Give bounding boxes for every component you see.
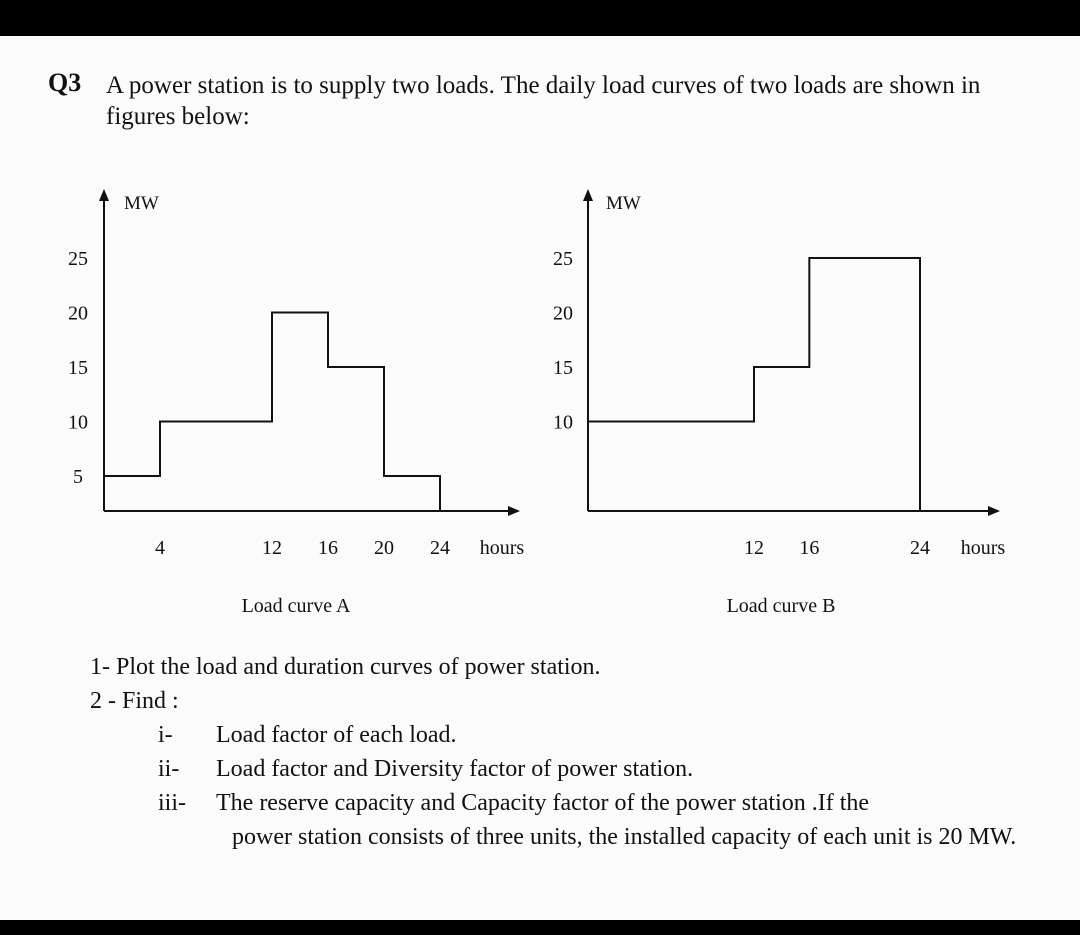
question-number: Q3 [48, 68, 82, 97]
task-list [90, 650, 1050, 854]
y-tick-label: 20 [68, 302, 88, 325]
x-tick-label: 16 [799, 537, 820, 559]
x-tick-label: 16 [318, 537, 338, 559]
chart-title: Load curve A [241, 595, 351, 617]
question-text: A power station is to supply two loads. The daily load curves of two loads are shown in figures below: [106, 72, 981, 130]
y-axis-arrow-icon [99, 189, 109, 201]
chart-title: Load curve B [726, 595, 836, 617]
x-axis-label: hours [960, 537, 1006, 559]
subtask-number: ii- [158, 756, 180, 782]
y-tick-label: 25 [68, 248, 88, 270]
task-1: 1- Plot the load and duration curves of power station. [90, 654, 601, 680]
subtask-i [90, 718, 1050, 752]
x-tick-label: 12 [262, 537, 282, 559]
subtask-text: Load factor of each load. [216, 722, 457, 748]
x-axis-label: hours [479, 537, 525, 559]
x-tick-label: 24 [430, 537, 450, 559]
load-curve-b [553, 189, 1005, 617]
subtask-text: The reserve capacity and Capacity factor of the power station .If the [216, 790, 870, 816]
question-page [0, 36, 1080, 920]
x-tick-label: 20 [374, 537, 394, 559]
task-2: 2 - Find : [90, 688, 179, 714]
y-tick-label: 5 [73, 466, 83, 488]
y-tick-label: 15 [553, 357, 573, 379]
x-tick-label: 24 [910, 537, 930, 559]
y-tick-label: 25 [553, 248, 573, 270]
y-tick-label: 15 [68, 357, 88, 379]
x-axis-arrow-icon [988, 506, 1000, 516]
subtask-ii [90, 752, 1050, 786]
y-axis-label: MW [606, 193, 641, 214]
subtask-text: Load factor and Diversity factor of power station. [216, 756, 694, 782]
x-axis-arrow-icon [508, 506, 520, 516]
load-curve-line [588, 258, 920, 511]
load-curve-a [68, 189, 524, 617]
subtask-text-continued: power station consists of three units, the installed capacity of each unit is 20 MW. [232, 824, 1017, 850]
subtask-number: iii- [158, 790, 186, 816]
y-tick-label: 10 [553, 411, 573, 434]
x-tick-label: 4 [155, 537, 165, 559]
y-tick-label: 20 [553, 302, 573, 325]
x-tick-label: 12 [744, 537, 764, 559]
y-axis-label: MW [124, 193, 159, 214]
subtask-number: i- [158, 722, 173, 748]
y-axis-arrow-icon [583, 189, 593, 201]
load-curve-line [104, 313, 440, 512]
subtask-iii [90, 786, 1050, 854]
y-tick-label: 10 [68, 411, 88, 434]
